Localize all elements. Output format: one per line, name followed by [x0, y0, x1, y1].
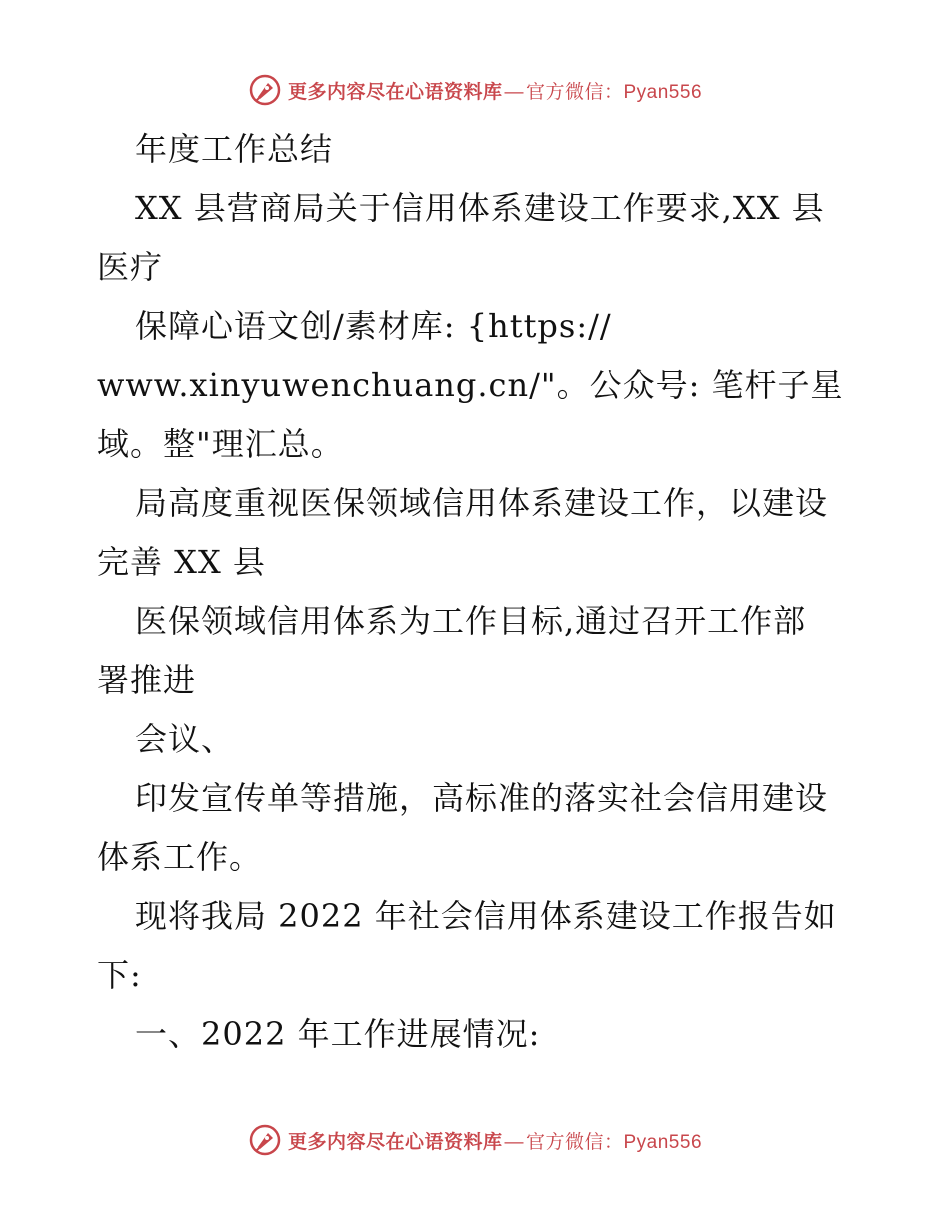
doc-paragraph-line: 保障心语文创/素材库: {https://	[135, 307, 612, 345]
pen-nib-logo-icon	[248, 1123, 282, 1157]
doc-paragraph-line: XX 县营商局关于信用体系建设工作要求,XX 县	[135, 189, 825, 227]
doc-paragraph-line: 现将我局 2022 年社会信用体系建设工作报告如	[135, 897, 837, 935]
doc-section-heading: 一、2022 年工作进展情况:	[135, 1015, 541, 1053]
doc-paragraph-line: 局高度重视医保领域信用体系建设工作，以建设	[135, 484, 829, 522]
footer-watermark-banner	[0, 1120, 950, 1160]
document-body	[97, 120, 857, 1064]
footer-banner-text	[288, 1127, 702, 1154]
doc-paragraph-line: 完善 XX 县	[97, 543, 266, 581]
doc-paragraph-line: 下:	[97, 956, 142, 994]
header-banner-content	[248, 73, 702, 107]
doc-paragraph-line: 体系工作。	[97, 838, 263, 876]
doc-paragraph-line: 域。整"理汇总。	[97, 425, 344, 463]
footer-banner-content	[248, 1123, 702, 1157]
doc-paragraph-line: 署推进	[97, 661, 197, 699]
doc-paragraph-line: 医疗	[97, 248, 164, 286]
footer-site-name: 更多内容尽在心语资料库	[287, 1130, 503, 1153]
footer-wechat-label: 官方微信：	[525, 1131, 624, 1153]
header-banner-text	[288, 77, 702, 104]
header-wechat-label: 官方微信：	[525, 81, 624, 103]
footer-dash: —	[504, 1131, 524, 1153]
header-dash: —	[504, 81, 524, 103]
pen-nib-logo-icon	[248, 73, 282, 107]
doc-paragraph-line: 会议、	[135, 720, 235, 758]
doc-paragraph-line: www.xinyuwenchuang.cn/"。公众号: 笔杆子星	[97, 366, 844, 404]
doc-paragraph-line: 印发宣传单等措施，高标准的落实社会信用建设	[135, 779, 829, 817]
doc-title-line: 年度工作总结	[135, 130, 334, 168]
header-watermark-banner	[0, 70, 950, 110]
footer-wechat-id: Pyan556	[623, 1131, 703, 1153]
header-wechat-id: Pyan556	[623, 81, 703, 103]
header-site-name: 更多内容尽在心语资料库	[287, 80, 503, 103]
doc-paragraph-line: 医保领域信用体系为工作目标,通过召开工作部	[135, 602, 807, 640]
